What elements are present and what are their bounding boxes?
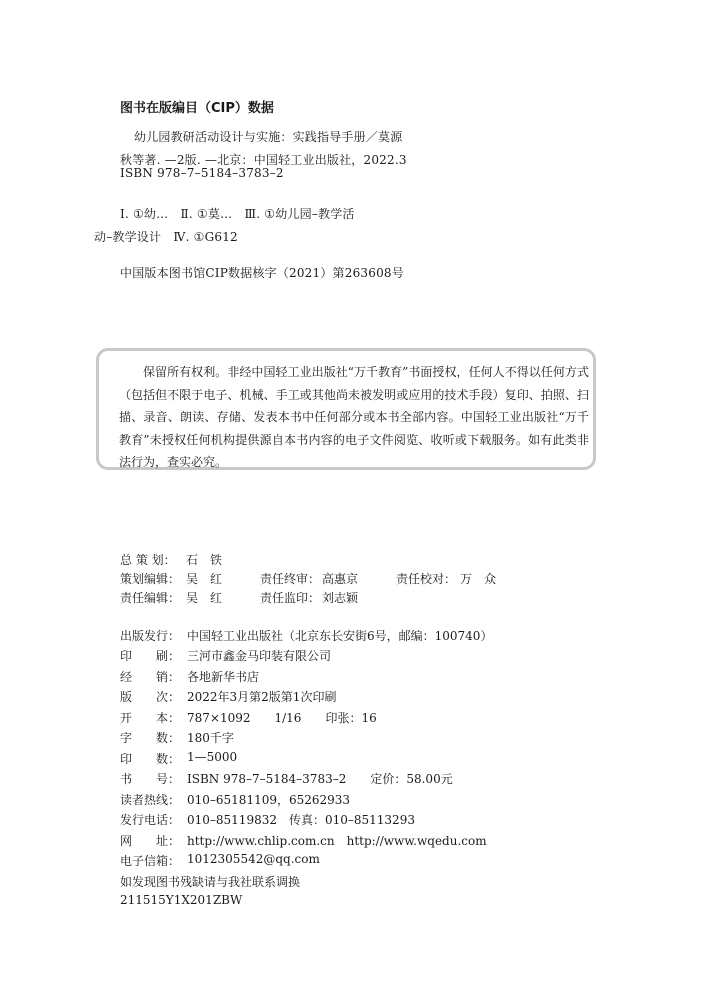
pub-value: 010–85119832 传真：010–85113293: [187, 813, 415, 827]
print-supervisor-label: 责任监印：: [260, 591, 321, 605]
pub-value: 各地新华书店: [187, 670, 260, 684]
pub-value: 787×1092 1/16 印张：16: [187, 711, 377, 725]
copyright-notice-text: [119, 361, 589, 474]
pub-label: 版 次：: [120, 690, 181, 704]
replacement-notice: 如发现图书残缺请与我社联系调换: [120, 875, 301, 889]
pub-value: 1—5000: [187, 750, 238, 764]
pub-label: 出版发行：: [120, 629, 181, 643]
pub-label: 网 址：: [120, 834, 181, 848]
pub-label: 读者热线：: [120, 793, 181, 807]
cip-isbn-line: ISBN 978–7–5184–3783–2: [120, 166, 284, 180]
pub-value: ISBN 978–7–5184–3783–2 定价：58.00元: [187, 772, 453, 786]
proofread-label: 责任校对：: [396, 572, 457, 586]
pub-label: 经 销：: [120, 670, 181, 684]
print-supervisor-value: 刘志颖: [322, 591, 359, 605]
cip-edition-line: 秋等著. —2版. —北京：中国轻工业出版社，2022.3: [120, 153, 407, 167]
cip-book-title-line: 幼儿园教研活动设计与实施：实践指导手册／莫源: [134, 130, 403, 144]
resp-editor-value: 吴 红: [186, 591, 223, 605]
pub-label: 印 刷：: [120, 649, 181, 663]
print-code: 211515Y1X201ZBW: [120, 893, 243, 907]
pub-value: 三河市鑫金马印装有限公司: [187, 649, 332, 663]
pub-label: 印 数：: [120, 752, 181, 766]
editor-label: 策划编辑：: [120, 572, 181, 586]
staff-row-responsible: [120, 589, 520, 605]
staff-row-editors: [120, 570, 520, 586]
cip-classification-line: Ⅰ. ①幼… Ⅱ. ①莫… Ⅲ. ①幼儿园–教学活: [120, 207, 355, 221]
pub-label: 字 数：: [120, 731, 181, 745]
editor-value: 吴 红: [186, 572, 223, 586]
cip-title: 图书在版编目（CIP）数据: [120, 101, 274, 116]
planner-label: 总 策 划：: [120, 553, 176, 567]
copyright-notice-box: [96, 348, 596, 470]
planner-value: 石 铁: [186, 553, 223, 567]
staff-row-planner: [120, 551, 520, 567]
pub-value: 1012305542@qq.com: [187, 852, 320, 866]
final-review-label: 责任终审：: [260, 572, 321, 586]
cip-record-number: 中国版本图书馆CIP数据核字（2021）第263608号: [120, 266, 404, 280]
pub-value: http://www.chlip.com.cn http://www.wqedu.com: [187, 834, 487, 848]
pub-value: 2022年3月第2版第1次印刷: [187, 690, 337, 704]
pub-value: 中国轻工业出版社（北京东长安街6号，邮编：100740）: [187, 629, 493, 643]
copyright-notice-paragraph: 保留所有权利。非经中国轻工业出版社“万千教育”书面授权，任何人不得以任何方式（包括但不限于电子、机械、手工或其他尚未被发明或应用的技术手段）复印、拍照、扫描、录音、朗读、存储、发表本书中任何部分或本书全部内容。中国轻工业出版社“万千教育”未授权任何机构提供源自本书内容的电子文件阅览、收听或下载服务。如有此类非法行为，查实必究。: [119, 365, 589, 469]
resp-editor-label: 责任编辑：: [120, 591, 181, 605]
proofread-value: 万 众: [460, 572, 497, 586]
pub-label: 发行电话：: [120, 813, 181, 827]
pub-label: 开 本：: [120, 711, 181, 725]
pub-value: 180千字: [187, 731, 234, 745]
pub-label: 电子信箱：: [120, 854, 181, 868]
cip-classification-line-2: 动–教学设计 Ⅳ. ①G612: [94, 230, 238, 244]
pub-label: 书 号：: [120, 772, 181, 786]
final-review-value: 高惠京: [322, 572, 359, 586]
pub-value: 010–65181109，65262933: [187, 793, 351, 807]
